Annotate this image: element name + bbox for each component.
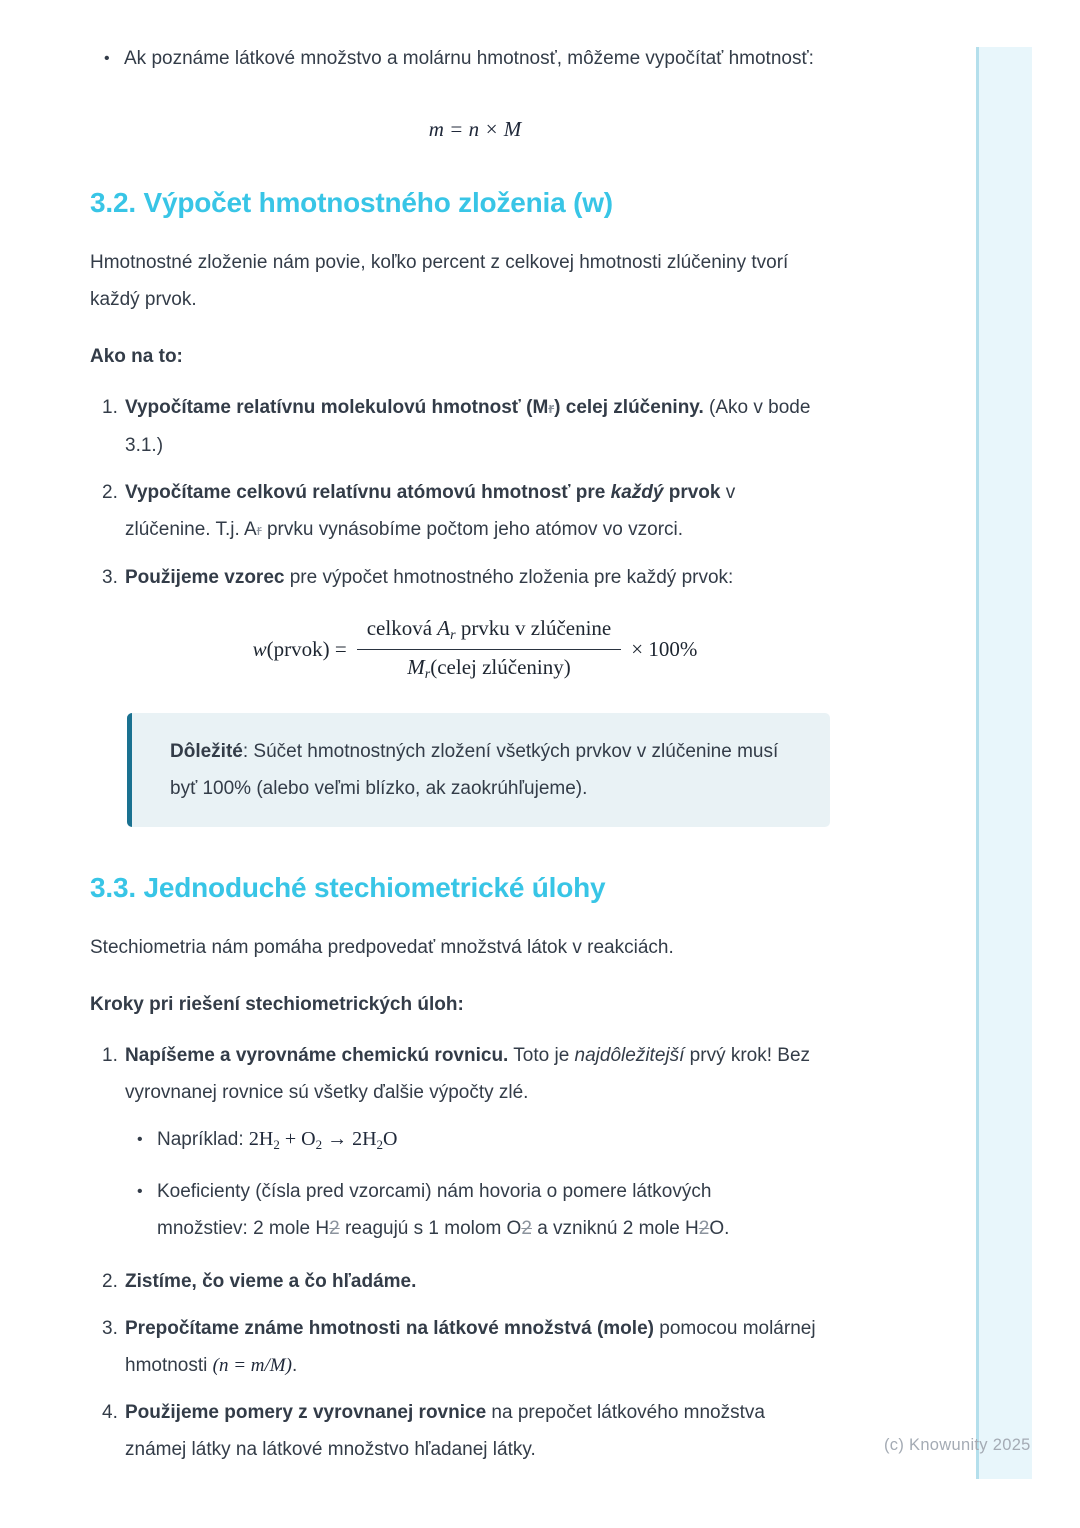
step-text: na prepočet látkového množstva známej látky na látkové množstvo hľadanej látky. (125, 1402, 765, 1460)
section-3-2-lead: Hmotnostné zloženie nám povie, koľko percent z celkovej hmotnosti zlúčeniny tvorí každý prvok. (90, 252, 789, 310)
list-item (90, 1263, 935, 1300)
formula-rhs: × 100% (631, 637, 698, 661)
formula-mass-text: m = n × M (428, 117, 522, 141)
bullet-icon: • (137, 1131, 143, 1148)
steps-label: Kroky pri riešení stechiometrických úloh: (90, 994, 464, 1015)
strikethrough-subscript: r (256, 522, 262, 539)
intro-bullet-list (90, 40, 935, 77)
list-item-text (125, 559, 821, 596)
list-item (125, 1121, 821, 1163)
note-text: a vzniknú 2 mole H (531, 1218, 699, 1239)
step-text: (Ako v bode 3.1.) (125, 397, 811, 456)
list-item (90, 389, 935, 464)
list-item-text (125, 1037, 821, 1247)
formula-variable: w (252, 637, 267, 661)
chem-subscript: 2 (273, 1137, 280, 1152)
formula-lhs-rest: (prvok) = (266, 637, 347, 661)
chemical-equation (249, 1128, 398, 1150)
step-bold-text: Napíšeme a vyrovnáme chemickú rovnicu. (125, 1045, 509, 1066)
chem-text: 2H (248, 1128, 274, 1150)
chem-text: → 2H (322, 1128, 377, 1150)
step-bold-text: Použijeme vzorec (125, 567, 285, 588)
intro-bullet-text: Ak poznáme látkové množstvo a molárnu hmotnosť, môžeme vypočítať hmotnosť: (124, 48, 814, 69)
coefficients-note (157, 1173, 797, 1247)
chem-subscript: 2 (315, 1137, 323, 1152)
nested-bullet-list (125, 1121, 821, 1247)
callout-text: : Súčet hmotnostných zložení všetkých prvkov v zlúčenine musí byť 100% (alebo veľmi blízko, ak zaokrúhľujeme). (170, 741, 779, 799)
fraction-numerator (357, 616, 622, 650)
formula-mass-fraction (90, 616, 860, 683)
fraction (357, 616, 622, 683)
numerator-text: celková (366, 616, 438, 640)
step-italic-text: najdôležitejší (574, 1045, 685, 1066)
list-item-text (125, 474, 821, 549)
step-text: Toto je (508, 1045, 575, 1066)
formula-subscript: r (424, 667, 431, 682)
section-3-3-lead: Stechiometria nám pomáha predpovedať množstvá látok v reakciách. (90, 937, 674, 958)
list-number: 3. (102, 1318, 118, 1339)
list-item (90, 40, 935, 77)
how-to-label: Ako na to: (90, 346, 183, 367)
callout-label: Dôležité (170, 741, 243, 762)
formula-variable: A (437, 616, 451, 640)
strikethrough-subscript: 2 (329, 1218, 340, 1239)
chem-text: O (383, 1128, 398, 1150)
note-text: O. (709, 1218, 730, 1239)
copyright-footer (884, 1436, 1031, 1455)
step-text: pomocou molárnej hmotnosti (125, 1318, 816, 1376)
strikethrough-subscript: 2 (698, 1218, 710, 1239)
strikethrough-subscript: r (548, 400, 555, 417)
step-bold-text: Zistíme, čo vieme a čo hľadáme. (125, 1271, 417, 1292)
formula-variable: M (407, 655, 425, 679)
section-3-3-title: 3.3. Jednoduché stechiometrické úlohy (90, 872, 606, 903)
inline-math: (n = m/M) (212, 1355, 292, 1376)
example-equation-line (157, 1121, 397, 1163)
step-text: . (291, 1355, 298, 1376)
list-item (90, 559, 935, 596)
step-text: v zlúčenine. T.j. A (125, 482, 736, 540)
numerator-text: prvku v zlúčenine (455, 616, 612, 640)
denominator-text: (celej zlúčeniny) (430, 655, 571, 679)
important-callout (127, 713, 830, 827)
section-3-3-steps (90, 1037, 935, 1468)
note-text: Koeficienty (čísla pred vzorcami) nám hovoria o pomere látkových množstiev: 2 mole H (157, 1181, 712, 1239)
list-item-text (125, 1263, 821, 1300)
list-item (125, 1173, 821, 1247)
formula-lhs (253, 637, 347, 662)
list-item-text (125, 389, 821, 464)
example-label: Napríklad: (157, 1129, 249, 1150)
step-bold-text: Vypočítame relatívnu molekulovú hmotnosť (M (125, 397, 549, 418)
step-bold-text: Použijeme pomery z vyrovnanej rovnice (125, 1402, 487, 1423)
copyright-text: (c) Knowunity 2025 (884, 1436, 1031, 1454)
chem-subscript: 2 (376, 1137, 384, 1152)
list-number: 2. (102, 482, 118, 503)
step-bold-italic-text: každý (610, 482, 664, 503)
list-number: 1. (102, 1045, 118, 1066)
list-number: 1. (102, 397, 118, 418)
section-3-2-title: 3.2. Výpočet hmotnostného zloženia (w) (90, 187, 613, 218)
list-item (90, 1037, 935, 1247)
step-bold-text: prvok (663, 482, 721, 503)
strikethrough-subscript: 2 (521, 1218, 532, 1239)
bullet-icon: • (137, 1183, 143, 1200)
fraction-denominator (407, 650, 570, 683)
formula-subscript: r (450, 628, 456, 643)
step-bold-text: Vypočítame celkovú relatívnu atómovú hmotnosť pre (125, 482, 611, 503)
step-text: pre výpočet hmotnostného zloženia pre každý prvok: (284, 567, 734, 588)
step-text: prvku vynásobíme počtom jeho atómov vo vzorci. (261, 519, 684, 540)
list-item (90, 474, 935, 549)
chem-text: + O (279, 1128, 316, 1150)
list-item (90, 1310, 935, 1384)
step-bold-text: ) celej zlúčeniny. (554, 397, 704, 418)
list-number: 2. (102, 1271, 118, 1292)
note-text: reagujú s 1 molom O (339, 1218, 522, 1239)
bullet-icon: • (104, 50, 110, 67)
list-item (90, 1394, 935, 1468)
list-item-text (125, 1394, 821, 1468)
list-number: 4. (102, 1402, 118, 1423)
list-number: 3. (102, 567, 118, 588)
step-bold-text: Prepočítame známe hmotnosti na látkové množstvá (mole) (125, 1318, 654, 1339)
section-3-2-steps (90, 389, 935, 596)
step-text: prvý krok! Bez vyrovnanej rovnice sú všetky ďalšie výpočty zlé. (125, 1045, 811, 1103)
right-margin-strip (976, 47, 1032, 1479)
list-item-text (125, 1310, 821, 1384)
formula-mass (90, 117, 860, 142)
